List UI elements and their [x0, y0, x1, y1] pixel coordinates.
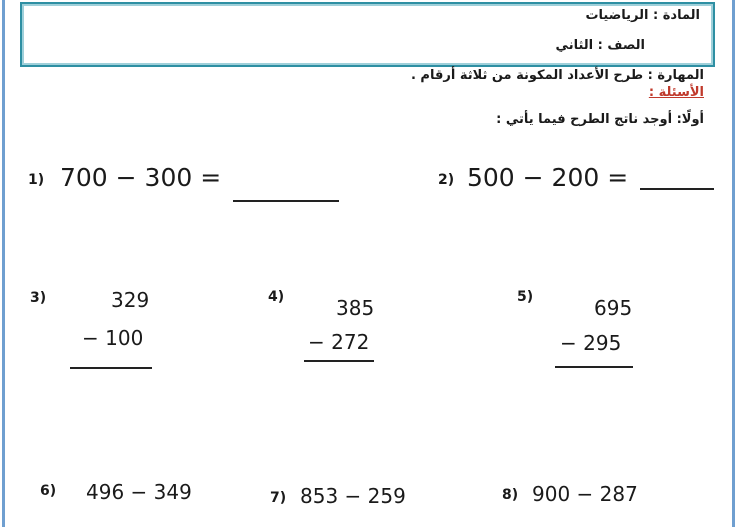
problem-number: 1) — [28, 172, 45, 188]
problem-number: 3) — [30, 290, 47, 306]
problem-expression: 853 − 259 — [300, 484, 406, 508]
problem-expression: 496 − 349 — [86, 480, 192, 504]
subtrahend: − 295 — [560, 331, 622, 355]
subtrahend: − 272 — [308, 330, 370, 354]
answer-line — [70, 367, 152, 369]
problem-number: 2) — [438, 172, 455, 188]
answer-line — [555, 366, 633, 368]
problem-number: 7) — [270, 490, 287, 506]
answer-line — [233, 200, 339, 202]
skill-label: المهارة : طرح الأعداد المكونة من ثلاثة أرقام . — [410, 68, 704, 83]
problem-number: 8) — [502, 487, 519, 503]
questions-heading: الأسئلة : — [648, 85, 704, 100]
answer-line — [640, 188, 714, 190]
problem-expression: 900 − 287 — [532, 482, 638, 506]
subtrahend: − 100 — [82, 326, 144, 350]
minuend: 329 — [111, 288, 150, 312]
answer-line — [304, 360, 374, 362]
problem-number: 6) — [40, 483, 57, 499]
minuend: 695 — [594, 296, 633, 320]
problem-number: 4) — [268, 289, 285, 305]
minuend: 385 — [336, 296, 375, 320]
problem-expression: 500 − 200 = — [467, 163, 629, 192]
instruction-text: أولًا: أوجد ناتج الطرح فيما يأتي : — [496, 112, 704, 127]
problem-expression: 700 − 300 = — [60, 163, 222, 192]
grade-label: الصف : الثاني — [555, 38, 645, 53]
problem-number: 5) — [517, 289, 534, 305]
subject-label: المادة : الرياضيات — [585, 8, 700, 23]
